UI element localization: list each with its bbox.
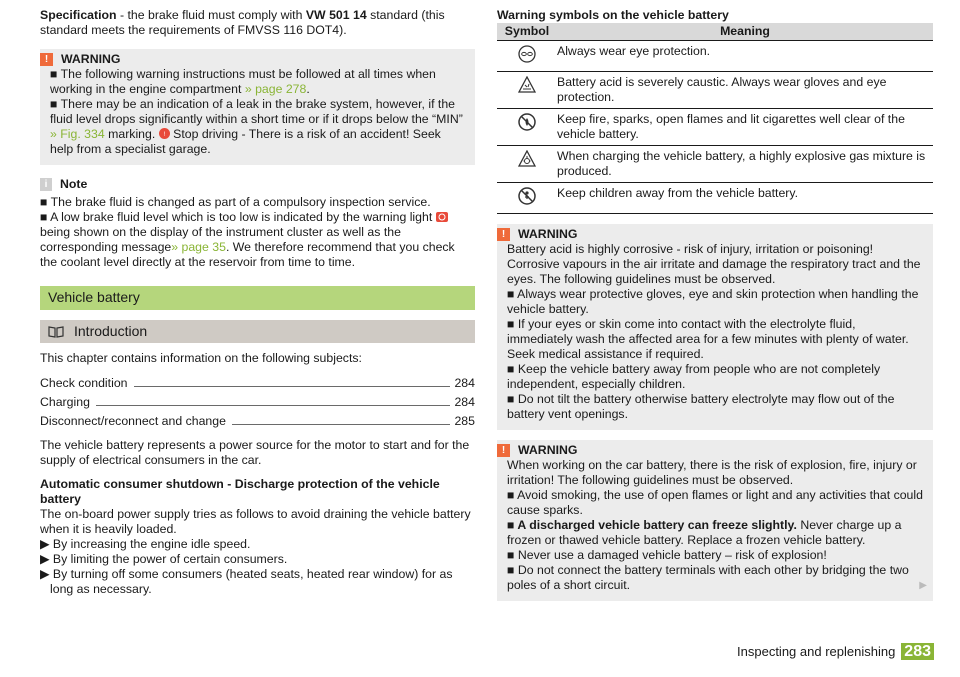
explosive-gas-icon bbox=[518, 150, 536, 167]
section-title: Vehicle battery bbox=[40, 286, 475, 310]
brake-warning-light-icon bbox=[436, 212, 448, 222]
table-row bbox=[497, 72, 933, 109]
toc-leader bbox=[232, 424, 451, 425]
note-item: ■ The brake fluid is changed as part of a compulsory inspection service. bbox=[40, 195, 431, 209]
book-icon bbox=[48, 325, 64, 339]
no-fire-icon bbox=[518, 113, 536, 131]
toc-page: 284 bbox=[454, 376, 475, 390]
right-column bbox=[497, 8, 933, 601]
stop-warning-light-icon bbox=[159, 128, 170, 139]
warning-item-text: Never charge up a frozen or thawed vehicle battery. Replace a frozen vehicle battery. bbox=[507, 518, 902, 547]
warning-item: ■ Avoid smoking, the use of open flames or light and any activities that could cause sparks. bbox=[507, 488, 923, 517]
warning-item: ■ Do not connect the battery terminals with each other by bridging the two poles of a short circuit. bbox=[507, 563, 909, 592]
intro-text: This chapter contains information on the following subjects: bbox=[40, 351, 362, 365]
warning-box-brake bbox=[40, 49, 475, 165]
toc-leader bbox=[96, 405, 451, 406]
note-item-text: being shown on the display of the instrument cluster as well as the corresponding message bbox=[40, 225, 401, 254]
spec-standard: VW 501 14 bbox=[305, 8, 367, 22]
auto-shutdown-text: The on-board power supply tries as follows to avoid draining the vehicle battery when it is heavily loaded. bbox=[40, 507, 471, 536]
note-item-text: . We therefore recommend that you check the coolant level directly at the reservoir from time to time. bbox=[40, 240, 455, 269]
spec-label: Specification bbox=[40, 8, 117, 22]
warning-box-explosion bbox=[497, 440, 933, 601]
table-header-row bbox=[497, 23, 933, 41]
warning-item bbox=[50, 67, 465, 97]
symbol-cell bbox=[497, 109, 557, 146]
warning-heading-text: WARNING bbox=[518, 443, 578, 457]
meaning-cell: Battery acid is severely caustic. Always wear gloves and eye protection. bbox=[557, 72, 933, 109]
warning-item: ■ Always wear protective gloves, eye and skin protection when handling the vehicle battery. bbox=[507, 287, 919, 316]
warning-item: ■ Do not tilt the battery otherwise battery electrolyte may flow out of the battery vent openings. bbox=[507, 392, 895, 421]
table-row bbox=[497, 109, 933, 146]
note-item-text: ■ A low brake fluid level which is too low is indicated by the warning light bbox=[40, 210, 436, 224]
toc-label: Disconnect/reconnect and change bbox=[40, 414, 226, 428]
page-number: 283 bbox=[901, 643, 934, 660]
auto-item: ▶ By limiting the power of certain consumers. bbox=[40, 552, 288, 566]
warning-item-text: ■ The following warning instructions must be followed at all times when working in the engine compartment bbox=[50, 67, 436, 96]
keep-children-away-icon bbox=[518, 187, 536, 205]
page-footer bbox=[737, 643, 934, 660]
note-heading bbox=[40, 177, 475, 192]
warning-symbols-table bbox=[497, 23, 933, 214]
warning-icon: ! bbox=[497, 444, 510, 457]
warning-item bbox=[50, 97, 465, 157]
toc-item[interactable] bbox=[40, 372, 475, 391]
svg-text:!: ! bbox=[163, 132, 166, 138]
meaning-cell: Always wear eye protection. bbox=[557, 41, 933, 72]
warning-item: ■ If your eyes or skin come into contact with the electrolyte fluid, immediately wash the affected area for a few minutes with plenty of water. Seek medical assistance if required. bbox=[507, 317, 909, 361]
auto-item: ▶ By turning off some consumers (heated seats, heated rear window) for as long as necessary. bbox=[40, 567, 453, 596]
auto-shutdown-title: Automatic consumer shutdown - Discharge protection of the vehicle battery bbox=[40, 477, 440, 506]
warning-item bbox=[507, 518, 923, 548]
footer-section: Inspecting and replenishing bbox=[737, 644, 896, 659]
symbol-cell bbox=[497, 183, 557, 214]
symbol-cell bbox=[497, 146, 557, 183]
table-title: Warning symbols on the vehicle battery bbox=[497, 8, 729, 22]
toc-page: 284 bbox=[454, 395, 475, 409]
warning-item-text: marking. bbox=[104, 127, 159, 141]
left-column bbox=[40, 8, 475, 597]
warning-intro: Battery acid is highly corrosive - risk of injury, irritation or poisoning! Corrosive vapours in the air irritate and damage the respiratory tract and the eyes. The following guidelines must be observed. bbox=[507, 242, 921, 286]
acid-caustic-icon bbox=[518, 76, 536, 93]
warning-item-text: Stop driving - There is a risk of an accident! Seek help from a specialist garage. bbox=[50, 127, 441, 156]
spec-text-end: standard (this standard meets the requirements of FMVSS 116 DOT4). bbox=[40, 8, 445, 37]
warning-item-text: ■ There may be an indication of a leak in the brake system, however, if the fluid level drops significantly within a short time or if it drops below the “MIN” bbox=[50, 97, 463, 126]
intro-title: Introduction bbox=[74, 323, 148, 339]
battery-text: The vehicle battery represents a power source for the motor to start and for the supply of electrical consumers in the car. bbox=[40, 438, 470, 467]
warning-heading-text: WARNING bbox=[518, 227, 578, 241]
toc-item[interactable] bbox=[40, 410, 475, 429]
toc-leader bbox=[134, 386, 451, 387]
page-link[interactable]: » page 35 bbox=[171, 240, 226, 254]
warning-icon: ! bbox=[497, 228, 510, 241]
toc-list bbox=[40, 372, 475, 429]
warning-item: ■ Never use a damaged vehicle battery – risk of explosion! bbox=[507, 548, 827, 562]
column-header-meaning: Meaning bbox=[557, 23, 933, 41]
warning-item-text: . bbox=[306, 82, 310, 96]
warning-intro: When working on the car battery, there is the risk of explosion, fire, injury or irritation! The following guidelines must be observed. bbox=[507, 458, 917, 487]
warning-heading bbox=[497, 227, 923, 242]
warning-heading bbox=[40, 52, 465, 67]
warning-item-bold: ■ A discharged vehicle battery can freeze slightly. bbox=[507, 518, 797, 532]
warning-item: ■ Keep the vehicle battery away from people who are not completely independent, especially children. bbox=[507, 362, 881, 391]
table-row bbox=[497, 146, 933, 183]
toc-label: Check condition bbox=[40, 376, 128, 390]
table-row bbox=[497, 183, 933, 214]
table-row bbox=[497, 41, 933, 72]
warning-box-acid bbox=[497, 224, 933, 430]
page-link[interactable]: » page 278 bbox=[244, 82, 307, 96]
spec-text: - the brake fluid must comply with bbox=[116, 8, 306, 22]
symbol-cell bbox=[497, 41, 557, 72]
warning-heading bbox=[497, 443, 923, 458]
symbol-cell bbox=[497, 72, 557, 109]
meaning-cell: Keep children away from the vehicle battery. bbox=[557, 183, 933, 214]
spec-paragraph bbox=[40, 8, 475, 38]
warning-icon: ! bbox=[40, 53, 53, 66]
warning-heading-text: WARNING bbox=[61, 52, 121, 66]
eye-protection-icon bbox=[518, 45, 536, 63]
toc-item[interactable] bbox=[40, 391, 475, 410]
note-heading-text: Note bbox=[60, 177, 88, 191]
intro-heading bbox=[40, 320, 475, 343]
meaning-cell: Keep fire, sparks, open flames and lit cigarettes well clear of the vehicle battery. bbox=[557, 109, 933, 146]
column-header-symbol: Symbol bbox=[497, 23, 557, 41]
note-icon: i bbox=[40, 178, 52, 191]
toc-page: 285 bbox=[454, 414, 475, 428]
figure-link[interactable]: » Fig. 334 bbox=[50, 127, 105, 141]
note-item bbox=[40, 210, 475, 270]
continue-arrow-icon: ▶ bbox=[919, 580, 927, 591]
auto-item: ▶ By increasing the engine idle speed. bbox=[40, 537, 251, 551]
meaning-cell: When charging the vehicle battery, a highly explosive gas mixture is produced. bbox=[557, 146, 933, 183]
toc-label: Charging bbox=[40, 395, 90, 409]
